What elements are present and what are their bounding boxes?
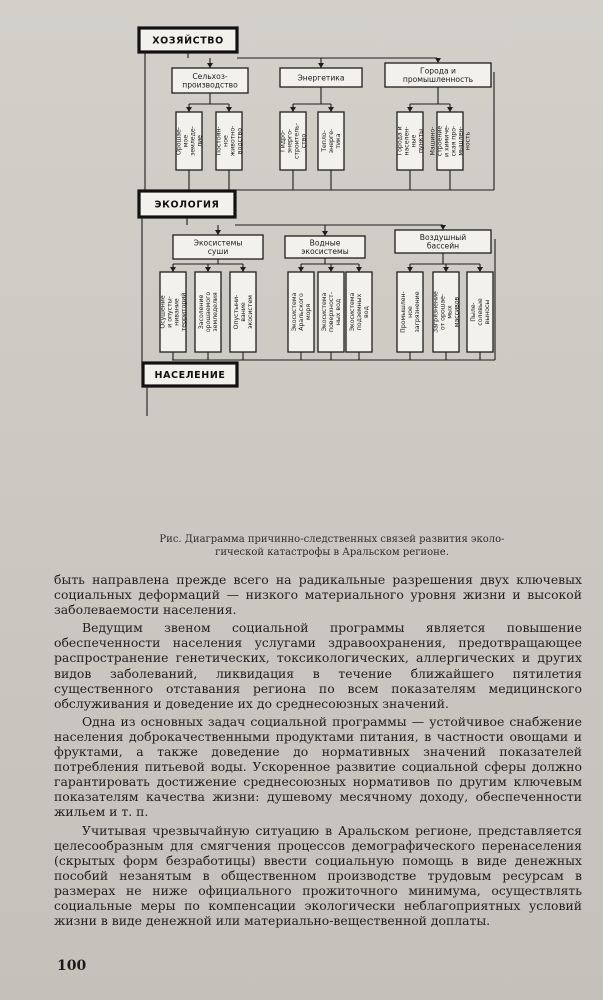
arrow-head — [226, 107, 232, 112]
leaf-label-line: земледе- — [189, 126, 197, 156]
leaf-label-line: ное — [222, 135, 230, 147]
arrow-head — [328, 107, 334, 112]
leaf-label-line: вод — [363, 306, 371, 318]
arrow-head — [215, 230, 221, 235]
leaf-label-group — [430, 125, 472, 157]
leaf-label-line: ных вод — [335, 298, 343, 326]
leaf-label-line: Загрязнение — [432, 291, 440, 333]
leaf-label-line: Гидро- — [279, 129, 287, 153]
leaf-label-line: орошаемого — [205, 291, 213, 333]
arrow-head — [186, 107, 192, 112]
leaf-label-line: вание — [240, 302, 248, 322]
paragraph-4: Учитывая чрезвычайную ситуацию в Аральском регионе, представляется целесообразным для смягчения процессов демографического перенаселения (скрытых форм безработицы) ввести социальную помощь в виде денежных пособий незанятым в общественном производстве трудовым ресурсам в размерах не ниже официального прожиточного минимума, осуществлять социальные меры по компенсации экологически неблагоприятных условий жизни в виде денежной или материально-вещественной доплаты. — [54, 822, 582, 929]
category-label-line: бассейн — [426, 241, 460, 251]
section-title: НАСЕЛЕНИЕ — [154, 370, 226, 381]
arrow-head — [207, 63, 213, 68]
leaf-label-line: нивание — [173, 298, 181, 326]
caption-line-2: гической катастрофы в Аральском регионе. — [215, 547, 449, 558]
leaf-label-line: территорий — [180, 292, 188, 332]
arrow-head — [318, 63, 324, 68]
category-label-line: Энергетика — [297, 73, 345, 83]
category-label — [297, 73, 344, 82]
arrow-head — [356, 267, 362, 272]
leaf-label-group — [198, 292, 219, 332]
leaf-label-line: и химиче- — [443, 124, 451, 158]
leaf-label-line: Экосистема — [321, 292, 329, 332]
leaf-label-line: солевые — [477, 298, 485, 326]
arrow-head — [477, 267, 483, 272]
arrow-head — [407, 267, 413, 272]
arrow-head — [205, 267, 211, 272]
leaf-label-line: мых — [446, 305, 454, 319]
leaf-label-line: строитель- — [293, 123, 301, 159]
leaf-label-line: строение — [436, 125, 444, 157]
body-text — [54, 572, 582, 931]
leaf-label-line: Промышлен- — [400, 291, 408, 333]
section-title: ЭКОЛОГИЯ — [154, 199, 220, 211]
leaf-label — [430, 125, 472, 157]
leaf-label — [433, 291, 461, 333]
category-label-line: Воздушный — [419, 232, 467, 242]
arrow-head — [440, 225, 446, 230]
leaf-label-group — [216, 126, 244, 157]
leaf-label-line: Экосистема — [349, 292, 357, 332]
leaf-label-line: Орошае- — [175, 126, 183, 156]
leaf-label-line: выносы — [484, 299, 492, 325]
leaf-label-line: ность — [464, 131, 472, 151]
leaf-label-line: мое — [182, 134, 190, 148]
arrow-head — [290, 107, 296, 112]
leaf-label — [216, 126, 244, 157]
leaf-label-line: ство — [300, 133, 308, 149]
leaf-label-line: экосистем — [247, 295, 255, 329]
leaf-label-line: земледелия — [212, 292, 220, 332]
arrow-head — [240, 267, 246, 272]
arrow-head — [435, 58, 441, 63]
paragraph-2: Ведущим звеном социальной программы является повышение обеспеченности населения услугами здравоохранения, предотвращающее распространение генетических, токсикологических, аллергических и других видов заболеваний, ликвидация в течение ближайшего пятилетия существенного отставания региона по всем показателям медицинского обслуживания и доведение их до среднесоюзных значений. — [54, 620, 582, 711]
leaf-label-line: лие — [196, 135, 204, 147]
arrow-head — [328, 267, 334, 272]
leaf-label-line: Опустыни- — [233, 294, 241, 330]
leaf-label-line: животно- — [229, 125, 237, 157]
category-label-line: Города и — [420, 66, 456, 76]
leaf-label-line: водство — [236, 127, 244, 155]
category-label-line: Сельхоз- — [192, 71, 228, 81]
leaf-label-line: пункты — [417, 129, 425, 153]
caption-line-1: Рис. Диаграмма причинно-следственных связей развития эколо- — [159, 534, 505, 545]
leaf-label-line: моря — [305, 303, 313, 321]
leaf-label-line: Аральского — [298, 293, 306, 331]
leaf-label-line: Постоян- — [215, 126, 223, 156]
leaf-label-line: Машино- — [429, 126, 437, 156]
leaf-label-line: энерго- — [286, 128, 294, 154]
leaf-label-line: Города и — [396, 126, 404, 156]
leaf-label-line: от орошае- — [439, 293, 447, 331]
category-label-line: производство — [182, 80, 238, 90]
leaf-label-group — [433, 291, 461, 333]
section-title: ХОЗЯЙСТВО — [152, 35, 224, 47]
leaf-label-group — [397, 126, 425, 155]
category-label-line: промышленность — [402, 75, 474, 85]
figure-caption — [112, 533, 552, 559]
leaf-label-line: массивов — [453, 296, 461, 328]
leaf-label-line: Осушение — [159, 295, 167, 329]
leaf-label-line: ное — [407, 306, 415, 318]
arrow-head — [298, 267, 304, 272]
leaf-label-line: тика — [335, 133, 343, 149]
leaf-label-line: загрязнение — [414, 291, 422, 333]
leaf-label-line: населен- — [403, 126, 411, 156]
leaf-label-line: Пыле- — [470, 302, 478, 322]
page-number: 100 — [57, 958, 87, 974]
leaf-label — [470, 298, 491, 325]
leaf-label-line: ные — [410, 134, 418, 148]
leaf-label-line: мышлен- — [457, 126, 465, 156]
leaf-label — [198, 292, 219, 332]
paragraph-3: Одна из основных задач социальной программы — устойчивое снабжение населения доброкачественными продуктами питания, в частности овощами и фруктами, а также доведение до нормативных значений показателей потребления питьевой воды. Ускоренное развитие социальной сферы должно гарантировать достижение среднесоюзных нормативов по другим ключевым показателям качества жизни: душевому месячному доходу, обеспеченности жильем и т. п. — [54, 713, 582, 820]
arrow-head — [407, 107, 413, 112]
leaf-label-line: поверхност- — [328, 292, 336, 332]
leaf-label-line: энерге- — [328, 128, 336, 154]
arrow-head — [170, 267, 176, 272]
leaf-label-line: Тепло- — [321, 130, 329, 152]
leaf-label-line: Засоление — [198, 294, 206, 330]
category-label-line: экосистемы — [301, 247, 349, 257]
leaf-label — [397, 126, 425, 155]
leaf-label — [160, 293, 188, 332]
leaf-label-group — [160, 293, 188, 332]
leaf-label-line: Экосистема — [291, 292, 299, 332]
paragraph-1: быть направлена прежде всего на радикальные разрешения двух ключевых социальных деформаций — низкого материального уровня жизни и высокой заболеваемости населения. — [54, 572, 582, 618]
leaf-label-line: ская про- — [450, 125, 458, 157]
category-label-line: суши — [207, 247, 229, 257]
leaf-label-group — [470, 298, 491, 325]
leaf-label-line: подземных — [356, 293, 364, 331]
arrow-head — [447, 107, 453, 112]
arrow-head — [443, 267, 449, 272]
category-label-line: Водные — [309, 238, 341, 248]
arrow-head — [322, 231, 328, 236]
category-label-line: Экосистемы — [193, 238, 243, 248]
leaf-label-line: и опусты- — [166, 296, 174, 328]
